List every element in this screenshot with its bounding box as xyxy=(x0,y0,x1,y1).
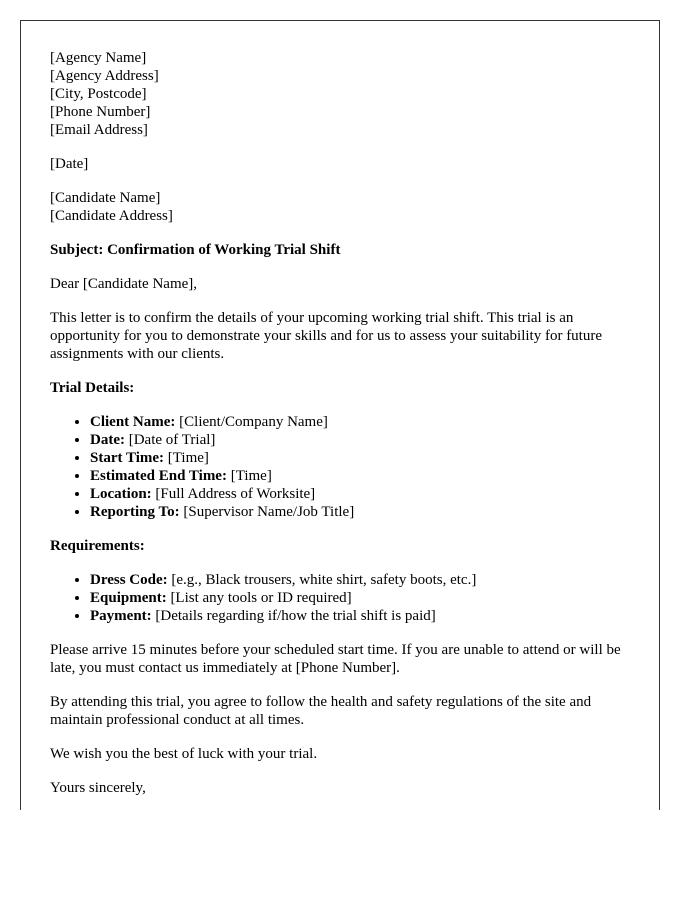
candidate-name: [Candidate Name] xyxy=(50,190,161,206)
list-item xyxy=(90,607,640,625)
subject-text: Subject: Confirmation of Working Trial Shift xyxy=(50,242,341,258)
sender-block xyxy=(50,49,640,139)
list-item xyxy=(90,431,640,449)
letter-content xyxy=(50,49,640,810)
item-value: [Time] xyxy=(226,468,272,484)
letter-date: [Date] xyxy=(50,156,89,172)
requirements-heading-text: Requirements: xyxy=(50,538,145,554)
item-label: Client Name: xyxy=(90,414,176,430)
agency-phone: [Phone Number] xyxy=(50,104,151,120)
subject-line xyxy=(50,241,640,259)
trial-details-list xyxy=(50,413,640,521)
item-value: [Details regarding if/how the trial shift is paid] xyxy=(151,608,436,624)
list-item xyxy=(90,503,640,521)
item-label: Payment: xyxy=(90,608,152,624)
agency-city-postcode: [City, Postcode] xyxy=(50,86,147,102)
item-label: Start Time: xyxy=(90,450,165,466)
item-label: Equipment: xyxy=(90,590,167,606)
list-item xyxy=(90,589,640,607)
candidate-address: [Candidate Address] xyxy=(50,208,173,224)
requirements-heading xyxy=(50,537,640,555)
item-value: [Full Address of Worksite] xyxy=(151,486,316,502)
salutation: Dear [Candidate Name], xyxy=(50,276,198,292)
item-label: Location: xyxy=(90,486,152,502)
trial-details-heading-text: Trial Details: xyxy=(50,380,135,396)
agency-address: [Agency Address] xyxy=(50,68,159,84)
item-label: Date: xyxy=(90,432,125,448)
list-item xyxy=(90,571,640,589)
item-value: [Supervisor Name/Job Title] xyxy=(179,504,355,520)
agency-email: [Email Address] xyxy=(50,122,148,138)
agency-name: [Agency Name] xyxy=(50,50,147,66)
item-value: [e.g., Black trousers, white shirt, safety boots, etc.] xyxy=(167,572,477,588)
closing-line: Yours sincerely, xyxy=(50,780,146,796)
list-item xyxy=(90,485,640,503)
trial-details-heading xyxy=(50,379,640,397)
item-value: [Time] xyxy=(164,450,209,466)
item-value: [Client/Company Name] xyxy=(175,414,328,430)
recipient-block xyxy=(50,189,640,225)
safety-paragraph: By attending this trial, you agree to follow the health and safety regulations of the site and maintain professional conduct at all times. xyxy=(50,694,592,728)
item-value: [List any tools or ID required] xyxy=(166,590,352,606)
item-label: Reporting To: xyxy=(90,504,180,520)
item-label: Estimated End Time: xyxy=(90,468,227,484)
list-item xyxy=(90,449,640,467)
item-value: [Date of Trial] xyxy=(124,432,216,448)
good-luck-paragraph: We wish you the best of luck with your trial. xyxy=(50,746,318,762)
requirements-list xyxy=(50,571,640,625)
list-item xyxy=(90,467,640,485)
intro-paragraph: This letter is to confirm the details of your upcoming working trial shift. This trial is an opportunity for you to demonstrate your skills and for us to assess your suitability for future assignments with our clients. xyxy=(50,310,603,362)
arrival-paragraph: Please arrive 15 minutes before your scheduled start time. If you are unable to attend or will be late, you must contact us immediately at [Phone Number]. xyxy=(50,642,621,676)
letter-page xyxy=(20,20,660,810)
list-item xyxy=(90,413,640,431)
item-label: Dress Code: xyxy=(90,572,168,588)
